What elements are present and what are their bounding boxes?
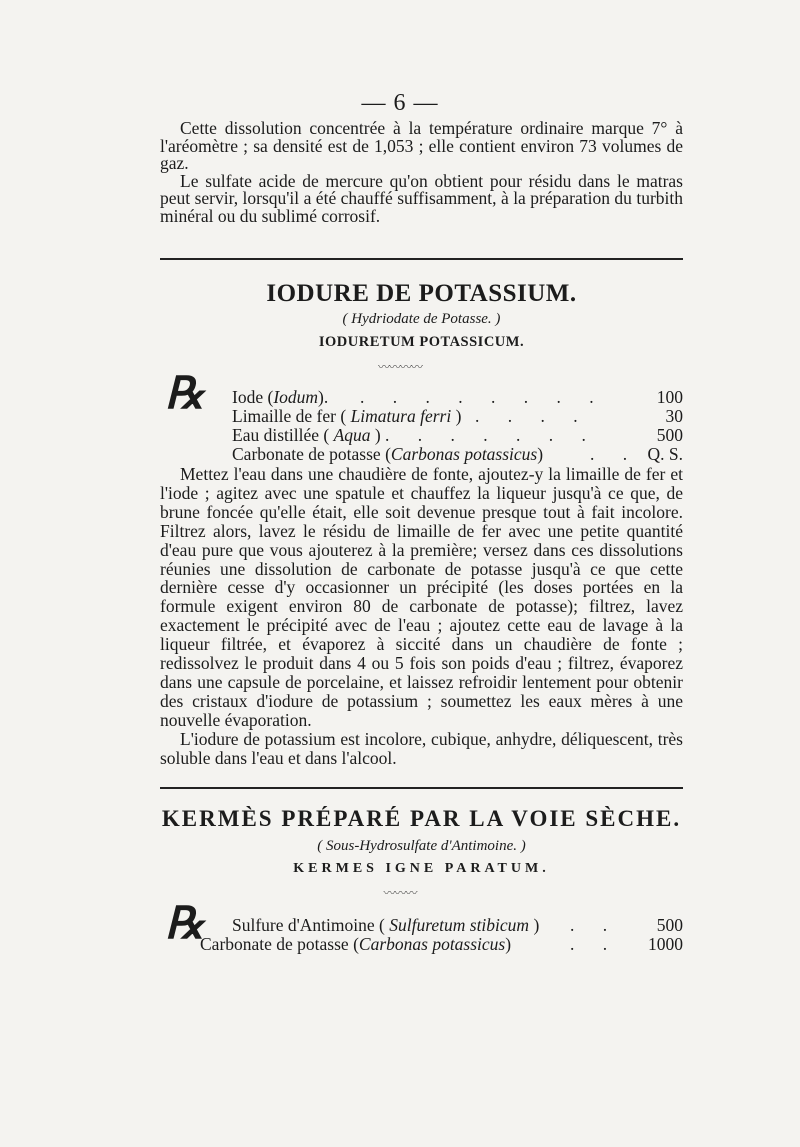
ingredient-row: Carbonate de potasse (Carbonas potassicus) . . 1000 — [200, 934, 683, 954]
iodure-method-text: Mettez l'eau dans une chaudière de fonte, ajoutez-y la limaille de fer et l'iode ; agitez avec une spatule et chauffez la liqueur jusqu'à ce que, de brune foncée qu'elle était, elle soit devenue presque tout à fait incolore. Filtrez alors, lavez le résidu de limaille de fer avec une petite quantité d'eau pure que vous ajouterez à la première; versez dans ces dissolutions réunies une dissolution de carbonate de potasse jusqu'à ce que cette dernière cesse d'y occasionner un précipité (les doses portées en la formule exigent environ 80 de carbonate de potasse); filtrez, lavez exactement le précipité avec de l'eau ; ajoutez cette eau de lavage à la liqueur filtrée, et évaporez à siccité dans un chaudière de fonte ; redissolvez le produit dans 4 ou 5 fois son poids d'eau ; filtrez, évaporez dans une capsule de porcelaine, et laissez refroidir lentement pour obtenir des cristaux d'iodure de potassium ; soumettez les eaux mères à une nouvelle évaporation. — [160, 464, 683, 730]
ingredient-qty: Q. S. — [647, 444, 683, 464]
ingredient-qty: 500 — [656, 915, 683, 935]
intro-section — [160, 120, 683, 225]
iodure-latin-name: IODURETUM POTASSICUM. — [318, 334, 525, 350]
recipe-symbol-icon: ℞ — [165, 368, 205, 419]
intro-paragraph-1: Cette dissolution concentrée à la température ordinaire marque 7° à l'aréomètre ; sa densité est de 1,053 ; elle contient environ 73 volumes de gaz. — [160, 118, 683, 173]
kermes-title: KERMÈS PRÉPARÉ PAR LA VOIE SÈCHE. — [161, 806, 682, 831]
ingredient-qty: 1000 — [648, 934, 683, 954]
iodure-description-text: L'iodure de potassium est incolore, cubique, anhydre, déliquescent, très soluble dans l'eau et dans l'alcool. — [160, 728, 683, 768]
page-number: — 6 — — [361, 90, 439, 116]
ingredient-row: Iode (Iodum). . . . . . . . . 100 — [232, 387, 683, 407]
intro-paragraph-2: Le sulfate acide de mercure qu'on obtient pour résidu dans le matras peut servir, lorsqu'il a été chauffé suffisamment, à la préparation du turbith minéral ou du sublimé corrosif. — [160, 170, 683, 226]
ingredient-row: Eau distillée ( Aqua ) . . . . . . . 500 — [232, 425, 683, 445]
ornament-squiggle: 〰〰〰〰 — [377, 360, 422, 374]
ingredient-qty: 500 — [656, 425, 683, 445]
section-divider — [160, 258, 683, 260]
ingredient-qty: 100 — [656, 387, 683, 407]
kermes-subtitle: ( Sous-Hydrosulfate d'Antimoine. ) — [317, 838, 526, 854]
ornament-squiggle: 〰〰〰 — [383, 886, 417, 900]
iodure-subtitle: ( Hydriodate de Potasse. ) — [342, 311, 501, 327]
section-divider — [160, 787, 683, 789]
ingredient-row: Sulfure d'Antimoine ( Sulfuretum stibicum ) . . 500 — [232, 915, 683, 935]
ingredient-row: Limaille de fer ( Limatura ferri ) . . . . 30 — [232, 406, 683, 426]
iodure-title: IODURE DE POTASSIUM. — [266, 280, 577, 307]
recipe-symbol-icon: ℞ — [165, 898, 205, 949]
kermes-latin-name: KERMES IGNE PARATUM. — [293, 861, 550, 876]
iodure-method-section — [160, 465, 683, 768]
ingredient-qty: 30 — [665, 406, 683, 426]
ingredient-row: Carbonate de potasse (Carbonas potassicus) . . Q. S. — [232, 444, 683, 464]
